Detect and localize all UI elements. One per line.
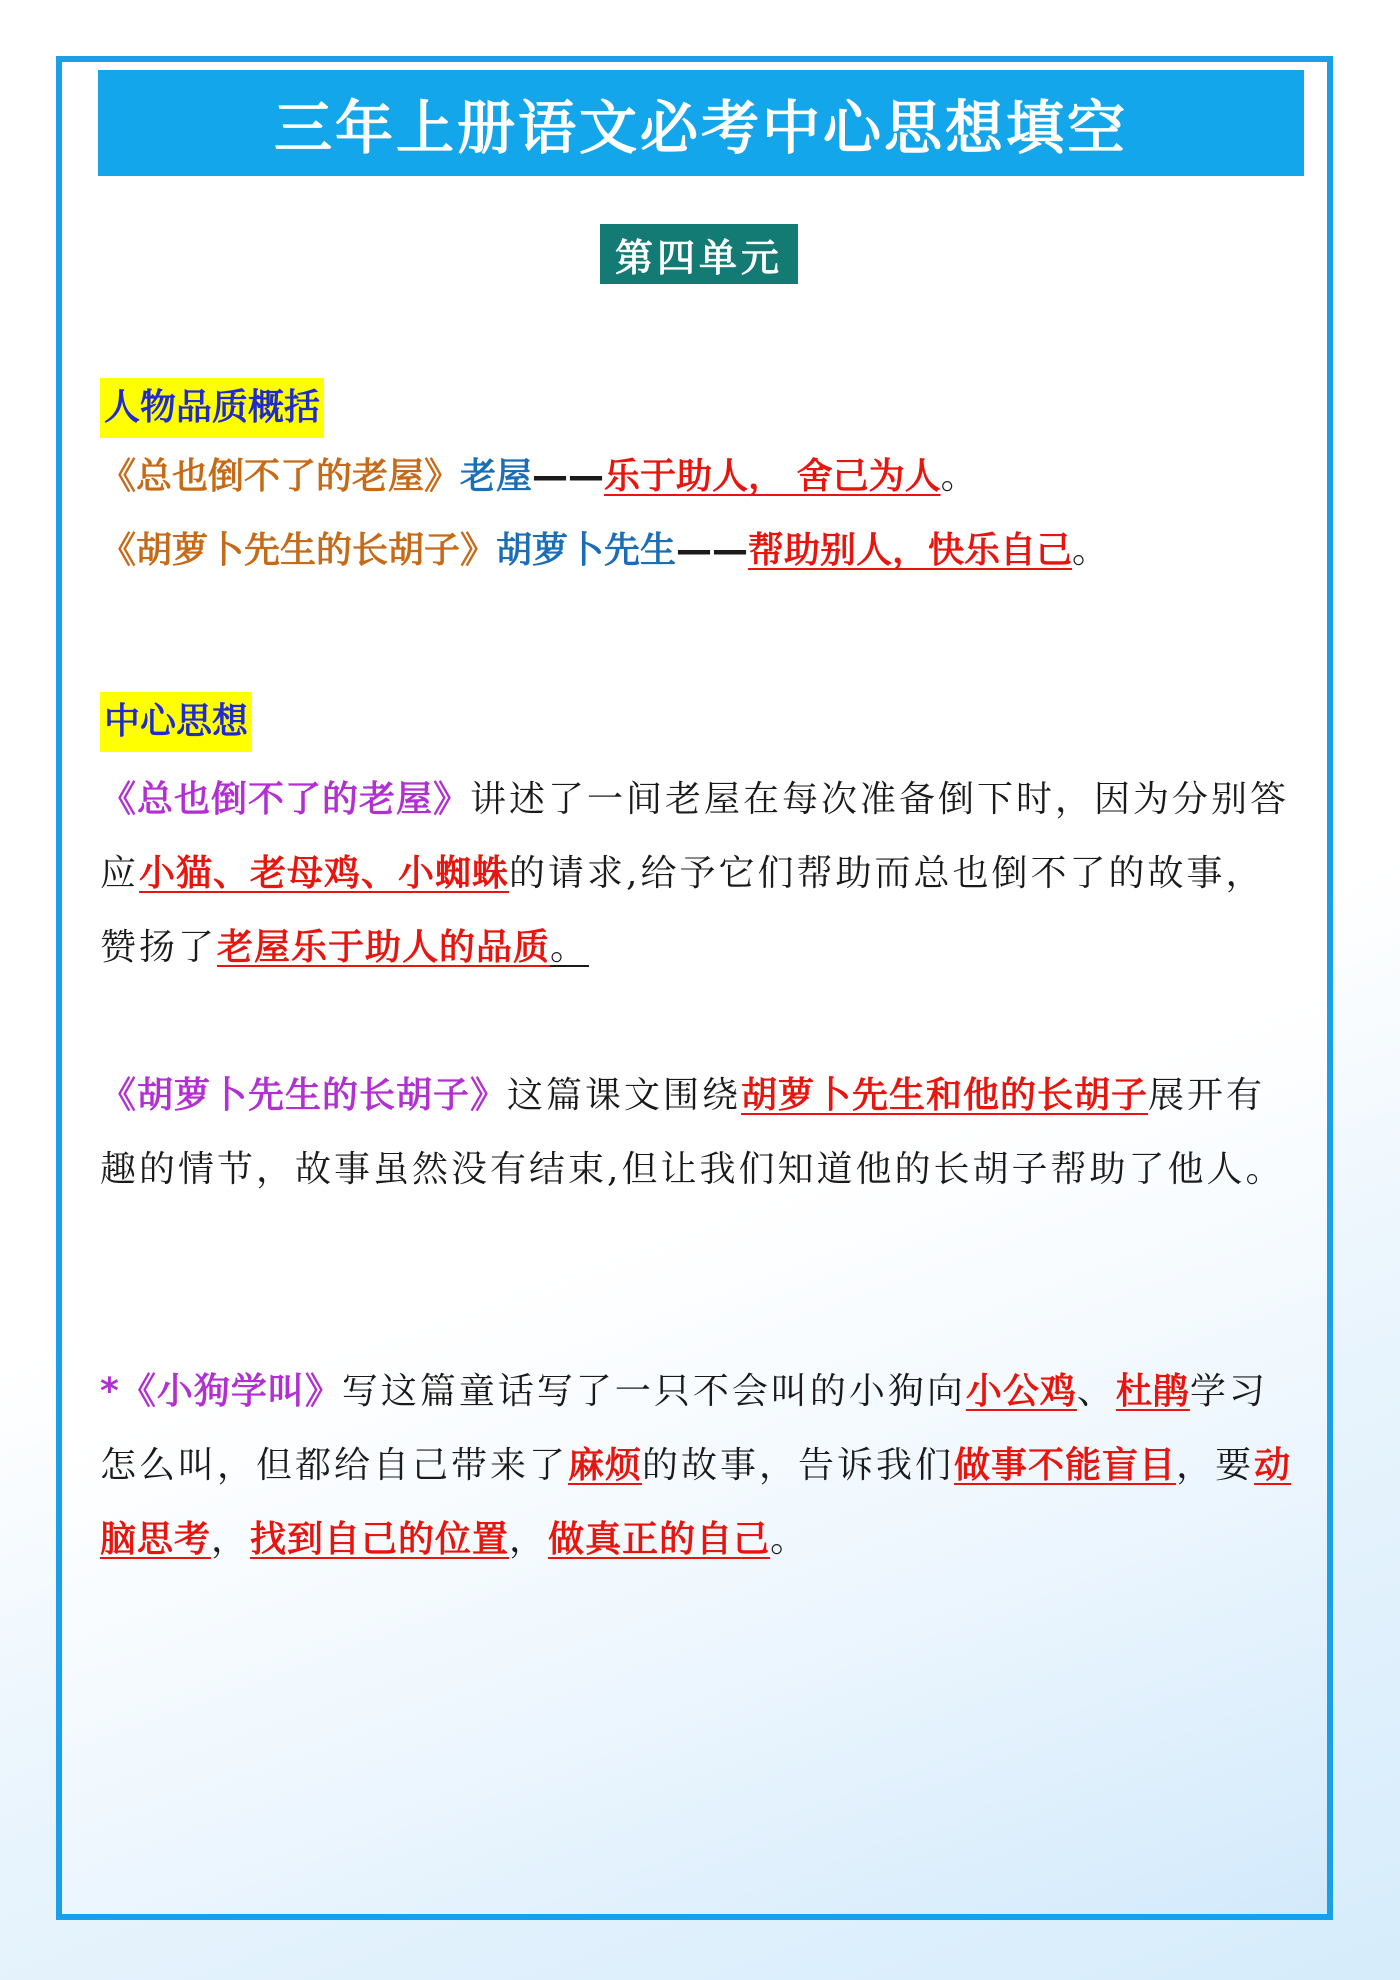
answer: 老屋乐于助人的品质 bbox=[217, 927, 551, 968]
text: 写这篇童话写了一只不会叫的小狗向 bbox=[341, 1371, 966, 1412]
text: 。 bbox=[550, 927, 590, 968]
book-title: 《小狗学叫》 bbox=[119, 1371, 342, 1412]
trait-line-2 bbox=[100, 526, 1300, 576]
book-title: 《总也倒不了的老屋》 bbox=[100, 779, 471, 820]
answer: 帮助别人，快乐自己 bbox=[748, 530, 1073, 571]
paragraph-old-house bbox=[100, 763, 1300, 985]
text: ，要 bbox=[1176, 1445, 1255, 1486]
character-name: 老屋 bbox=[460, 456, 533, 497]
text: 讲述了一间老屋在每次准备倒下时，因为分别答应 bbox=[100, 779, 1290, 894]
dash: —— bbox=[676, 530, 749, 571]
unit-tag: 第四单元 bbox=[600, 224, 798, 284]
character-name: 胡萝卜先生 bbox=[496, 530, 677, 571]
text: 、 bbox=[1076, 1371, 1116, 1412]
text: 展开有趣的情节，故事虽然没有结束,但让我们知道他的长胡子帮助了他人。 bbox=[100, 1075, 1285, 1190]
page-title: 三年上册语文必考中心思想填空 bbox=[273, 94, 1128, 162]
answer: 做事不能盲目 bbox=[954, 1445, 1177, 1486]
answer: 杜鹃 bbox=[1115, 1371, 1190, 1412]
text: ， bbox=[509, 1519, 549, 1560]
section-heading-character-traits: 人物品质概括 bbox=[100, 378, 324, 438]
answer: 麻烦 bbox=[568, 1445, 643, 1486]
answer: 做真正的自己 bbox=[548, 1519, 771, 1560]
text: 的请求,给予它们帮助而总也倒不了的故事，赞扬了 bbox=[100, 853, 1265, 968]
book-title: 《胡萝卜先生的长胡子》 bbox=[100, 530, 497, 571]
book-title: 《胡萝卜先生的长胡子》 bbox=[100, 1075, 508, 1116]
answer: 找到自己的位置 bbox=[250, 1519, 510, 1560]
star-mark: * bbox=[100, 1371, 120, 1412]
period: 。 bbox=[940, 456, 977, 497]
page-frame bbox=[56, 56, 1333, 1920]
section-heading-central-idea: 中心思想 bbox=[100, 692, 252, 752]
paragraph-carrot-beard bbox=[100, 1059, 1300, 1207]
answer: 小公鸡 bbox=[965, 1371, 1077, 1412]
answer: 乐于助人， 舍己为人 bbox=[604, 456, 941, 497]
text: 学习怎么叫，但都给自己带来了 bbox=[100, 1371, 1268, 1486]
text: 。 bbox=[770, 1519, 810, 1560]
book-title: 《总也倒不了的老屋》 bbox=[100, 456, 461, 497]
text: 这篇课文围绕 bbox=[507, 1075, 742, 1116]
answer: 动脑思考 bbox=[100, 1445, 1292, 1560]
trait-line-1 bbox=[100, 452, 1300, 502]
answer: 小猫、老母鸡、小蜘蛛 bbox=[139, 853, 510, 894]
text: ， bbox=[211, 1519, 251, 1560]
title-bar bbox=[98, 70, 1304, 176]
period: 。 bbox=[1072, 530, 1109, 571]
paragraph-puppy-bark bbox=[100, 1355, 1300, 1577]
dash: —— bbox=[532, 456, 605, 497]
text: 的故事，告诉我们 bbox=[642, 1445, 955, 1486]
answer: 胡萝卜先生和他的长胡子 bbox=[741, 1075, 1149, 1116]
